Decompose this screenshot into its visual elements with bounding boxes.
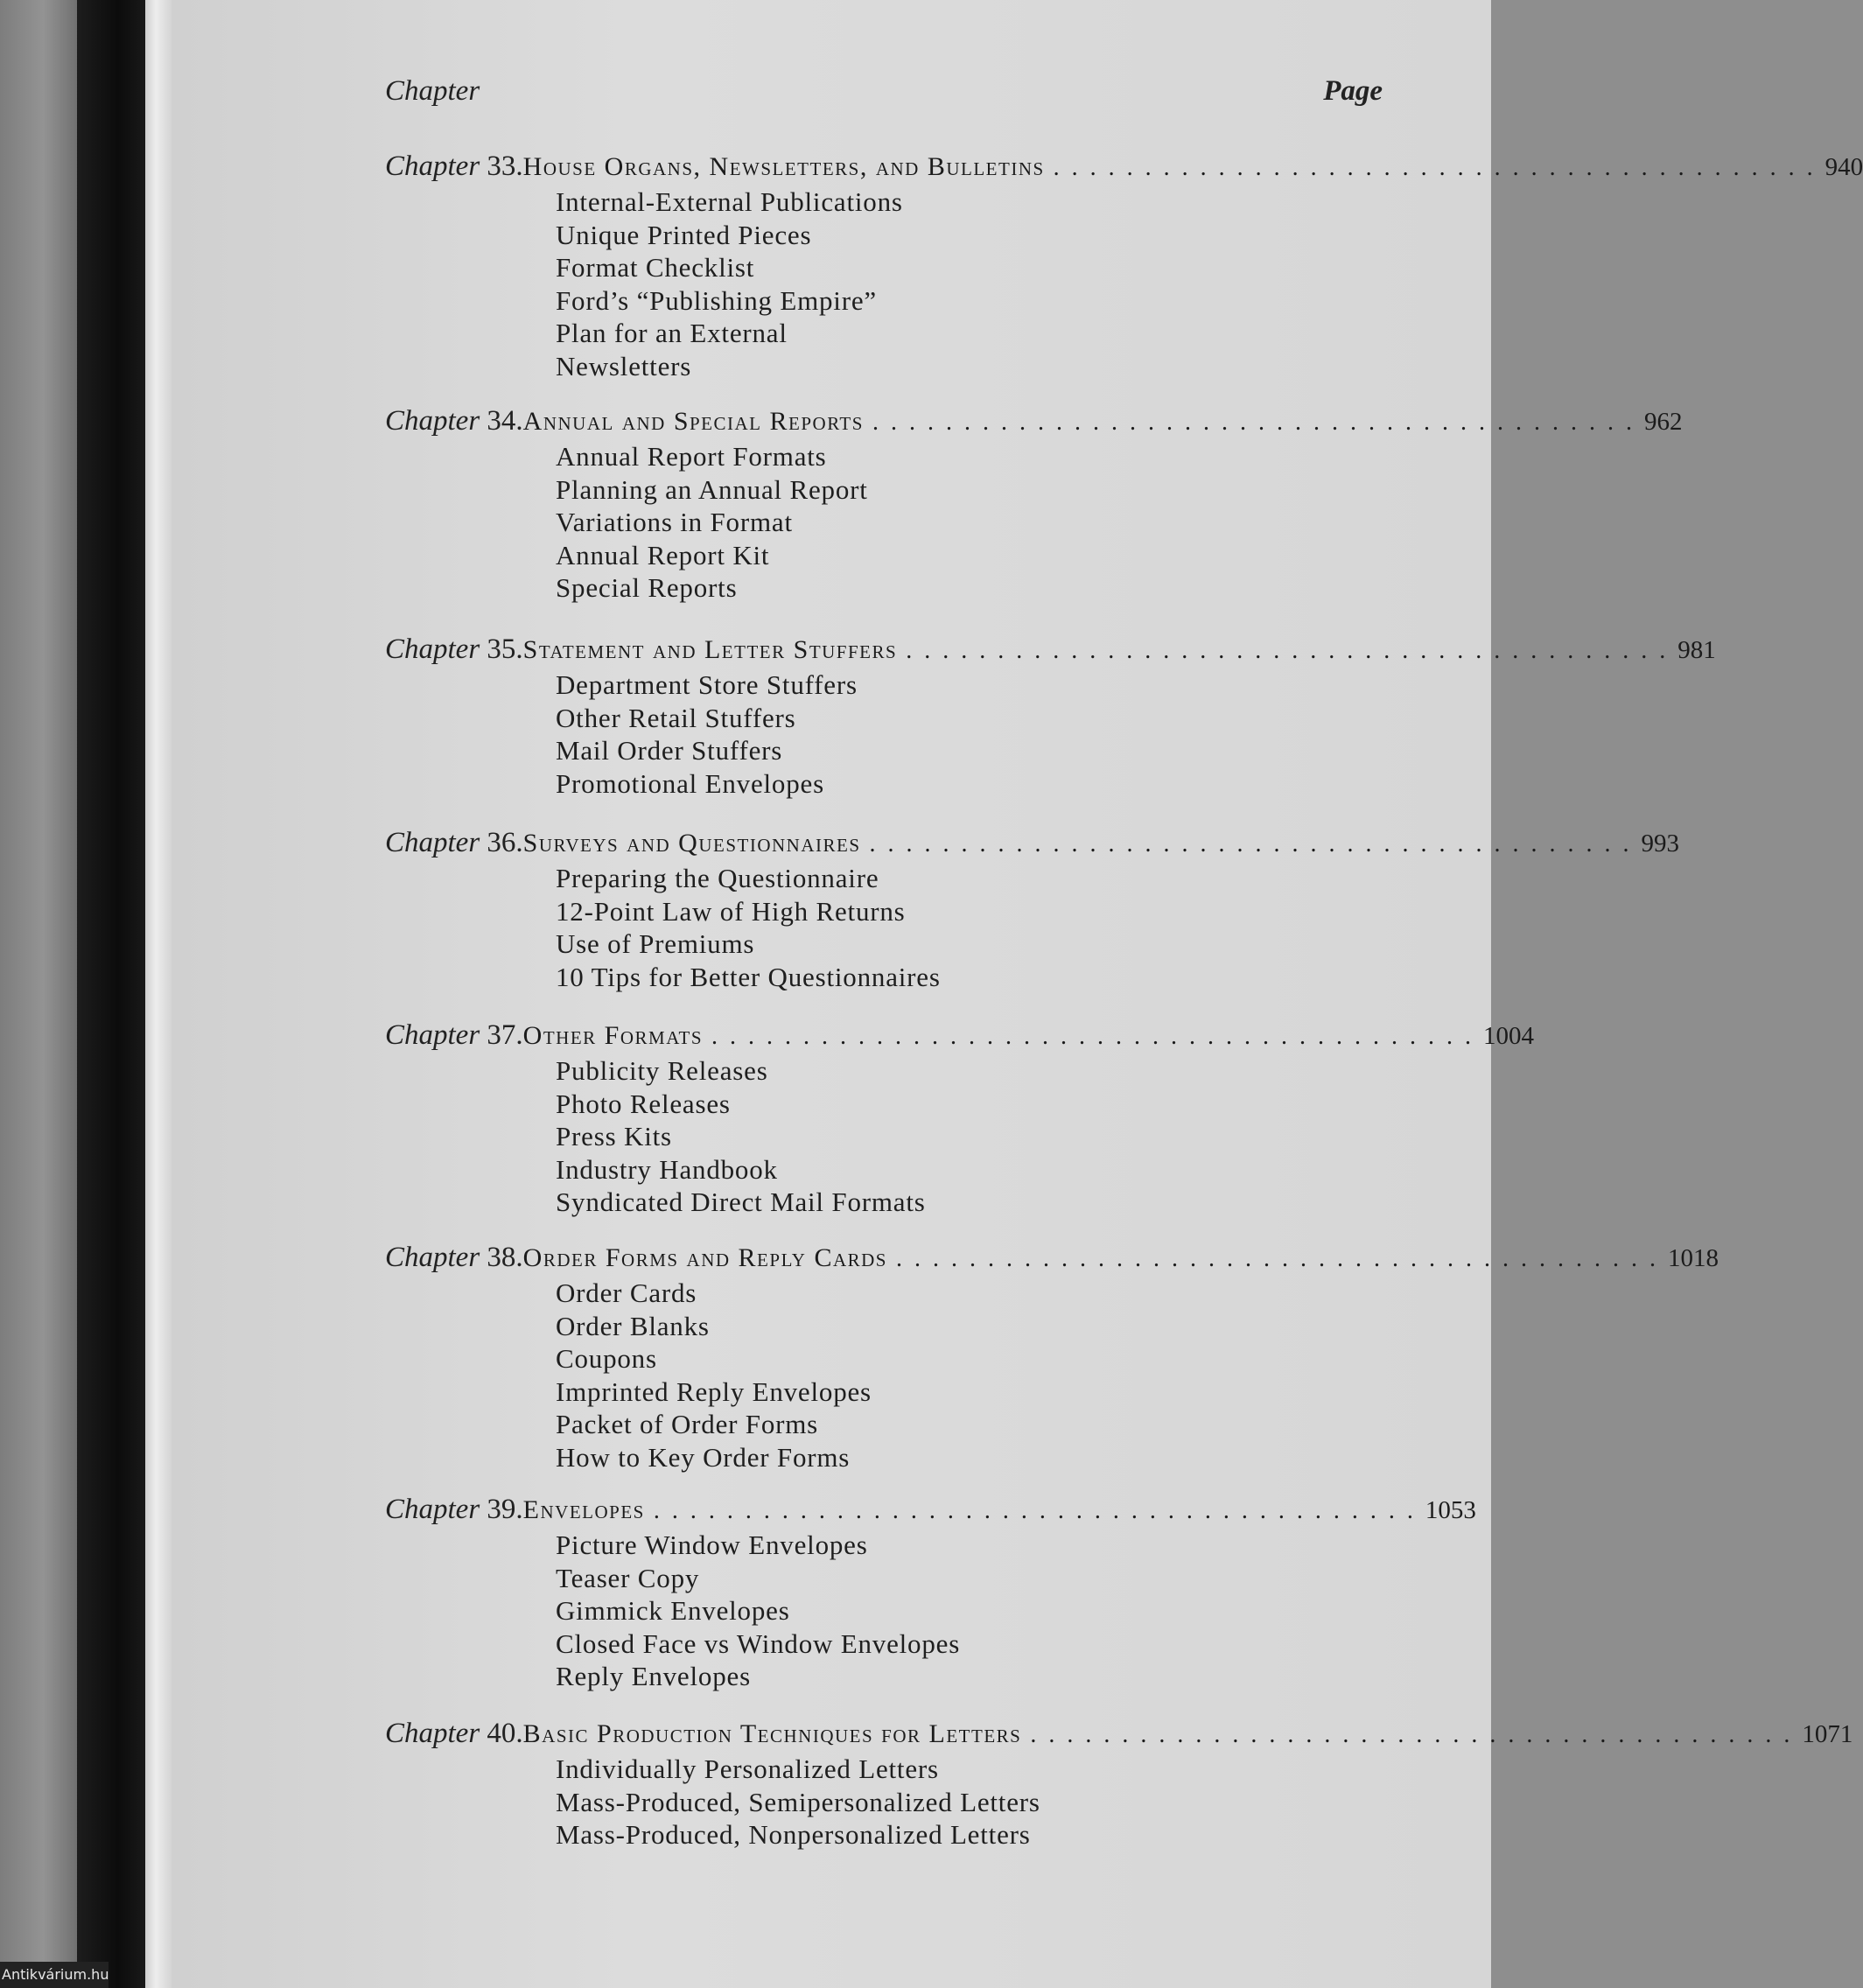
chapter-column-heading: Chapter bbox=[385, 75, 480, 107]
chapter-title: Basic Production Techniques for Letters .......................................... bbox=[522, 1719, 1803, 1748]
chapter-label: Chapter 35. bbox=[385, 634, 523, 665]
subsection-item: Press Kits bbox=[556, 1121, 672, 1152]
page-column-heading: Page bbox=[1323, 75, 1383, 107]
page-number: 1018 bbox=[1667, 1244, 1719, 1272]
dot-leader: .......................................... bbox=[872, 409, 1644, 436]
subsection-list bbox=[385, 1529, 1383, 1693]
dot-leader: .......................................... bbox=[711, 1023, 1484, 1050]
subsection-item: Mass-Produced, Nonpersonalized Letters bbox=[556, 1819, 1031, 1850]
page-number: 940 bbox=[1824, 153, 1863, 181]
chapter-entry-37 bbox=[385, 1019, 1535, 1219]
book-spine bbox=[77, 0, 145, 1988]
subsection-item: Mail Order Stuffers bbox=[556, 735, 783, 766]
subsection-item: Unique Printed Pieces bbox=[556, 219, 812, 250]
page-number: 993 bbox=[1641, 830, 1680, 858]
subsection-item: Imprinted Reply Envelopes bbox=[556, 1376, 872, 1407]
subsection-item: Annual Report Formats bbox=[556, 441, 827, 472]
subsection-list bbox=[385, 440, 1383, 605]
dot-leader: .......................................... bbox=[653, 1497, 1425, 1524]
dot-leader: .......................................... bbox=[1053, 154, 1825, 181]
subsection-item: Order Blanks bbox=[556, 1310, 710, 1341]
subsection-item: Newsletters bbox=[556, 350, 692, 382]
chapter-heading-line bbox=[385, 827, 1680, 862]
chapter-title: Envelopes .......................................... bbox=[522, 1495, 1425, 1524]
chapter-entry-38 bbox=[385, 1242, 1719, 1474]
page-number: 1004 bbox=[1483, 1022, 1535, 1050]
subsection-item: How to Key Order Forms bbox=[556, 1441, 851, 1473]
subsection-item: Syndicated Direct Mail Formats bbox=[556, 1186, 926, 1217]
chapter-entry-40 bbox=[385, 1718, 1853, 1852]
subsection-item: 10 Tips for Better Questionnaires bbox=[556, 961, 941, 992]
subsection-item: Gimmick Envelopes bbox=[556, 1595, 790, 1626]
subsection-item: Department Store Stuffers bbox=[556, 669, 858, 700]
chapter-heading-line bbox=[385, 1019, 1535, 1054]
chapter-label: Chapter 34. bbox=[385, 405, 523, 437]
page-number: 981 bbox=[1677, 636, 1716, 664]
chapter-label: Chapter 38. bbox=[385, 1242, 523, 1273]
chapter-entry-36 bbox=[385, 827, 1680, 993]
dot-leader: .......................................... bbox=[1030, 1721, 1803, 1748]
chapter-heading-line bbox=[385, 1494, 1476, 1529]
subsection-item: Mass-Produced, Semipersonalized Letters bbox=[556, 1786, 1040, 1817]
subsection-list bbox=[385, 668, 1383, 800]
subsection-item: Closed Face vs Window Envelopes bbox=[556, 1628, 961, 1659]
chapter-entry-34 bbox=[385, 405, 1683, 605]
watermark-label: Antikvárium.hu bbox=[0, 1962, 109, 1988]
subsection-item: Picture Window Envelopes bbox=[556, 1530, 868, 1560]
chapter-label: Chapter 39. bbox=[385, 1494, 523, 1525]
subsection-item: Individually Personalized Letters bbox=[556, 1754, 939, 1784]
chapter-title: Statement and Letter Stuffers .......................................... bbox=[522, 635, 1678, 664]
subsection-list bbox=[385, 1277, 1383, 1474]
chapter-entry-39 bbox=[385, 1494, 1476, 1693]
dot-leader: .......................................... bbox=[895, 1245, 1668, 1272]
dot-leader: .......................................... bbox=[869, 830, 1642, 858]
subsection-item: Plan for an External bbox=[556, 318, 788, 348]
chapter-title: Surveys and Questionnaires .......................................... bbox=[522, 829, 1642, 858]
subsection-item: Other Retail Stuffers bbox=[556, 702, 796, 733]
page-number: 962 bbox=[1643, 408, 1683, 436]
subsection-item: Special Reports bbox=[556, 572, 738, 603]
subsection-item: Publicity Releases bbox=[556, 1055, 768, 1086]
subsection-item: Teaser Copy bbox=[556, 1562, 700, 1593]
chapter-heading-line bbox=[385, 150, 1863, 186]
subsection-list bbox=[385, 1753, 1383, 1852]
subsection-item: Reply Envelopes bbox=[556, 1661, 751, 1691]
contents-page bbox=[172, 0, 1863, 1988]
subsection-item: Promotional Envelopes bbox=[556, 767, 824, 799]
chapter-title: Other Formats .......................................... bbox=[522, 1021, 1484, 1050]
chapter-label: Chapter 36. bbox=[385, 827, 523, 858]
chapter-label: Chapter 37. bbox=[385, 1019, 523, 1051]
page-number: 1053 bbox=[1425, 1496, 1476, 1524]
subsection-item: Order Cards bbox=[556, 1278, 697, 1308]
chapter-heading-line bbox=[385, 1718, 1853, 1753]
dot-leader: .......................................... bbox=[906, 637, 1678, 664]
subsection-item: Packet of Order Forms bbox=[556, 1409, 819, 1439]
chapter-heading-line bbox=[385, 634, 1716, 668]
page-number: 1071 bbox=[1802, 1720, 1853, 1748]
chapter-entry-33 bbox=[385, 150, 1863, 382]
subsection-item: Internal-External Publications bbox=[556, 186, 903, 217]
subsection-list bbox=[385, 862, 1383, 993]
subsection-item: Ford’s “Publishing Empire” bbox=[556, 284, 877, 316]
chapter-heading-line bbox=[385, 405, 1683, 440]
subsection-item: Use of Premiums bbox=[556, 928, 755, 959]
subsection-list bbox=[385, 1054, 1383, 1219]
chapter-label: Chapter 40. bbox=[385, 1718, 523, 1749]
chapter-title: House Organs, Newsletters, and Bulletins .......................................... bbox=[522, 152, 1825, 181]
subsection-item: Annual Report Kit bbox=[556, 539, 770, 570]
page-edge bbox=[145, 0, 172, 1988]
subsection-item: Coupons bbox=[556, 1343, 657, 1374]
subsection-list bbox=[385, 186, 1383, 382]
subsection-item: Format Checklist bbox=[556, 252, 755, 283]
chapter-title: Annual and Special Reports .......................................... bbox=[522, 407, 1644, 436]
chapter-entry-35 bbox=[385, 634, 1716, 800]
subsection-item: Planning an Annual Report bbox=[556, 473, 868, 505]
subsection-item: Variations in Format bbox=[556, 507, 793, 537]
subsection-item: 12-Point Law of High Returns bbox=[556, 895, 906, 927]
subsection-item: Photo Releases bbox=[556, 1088, 731, 1119]
chapter-heading-line bbox=[385, 1242, 1719, 1277]
background-left bbox=[0, 0, 79, 1988]
subsection-item: Industry Handbook bbox=[556, 1153, 778, 1185]
chapter-title: Order Forms and Reply Cards .......................................... bbox=[522, 1243, 1668, 1272]
chapter-label: Chapter 33. bbox=[385, 150, 523, 182]
subsection-item: Preparing the Questionnaire bbox=[556, 863, 879, 893]
